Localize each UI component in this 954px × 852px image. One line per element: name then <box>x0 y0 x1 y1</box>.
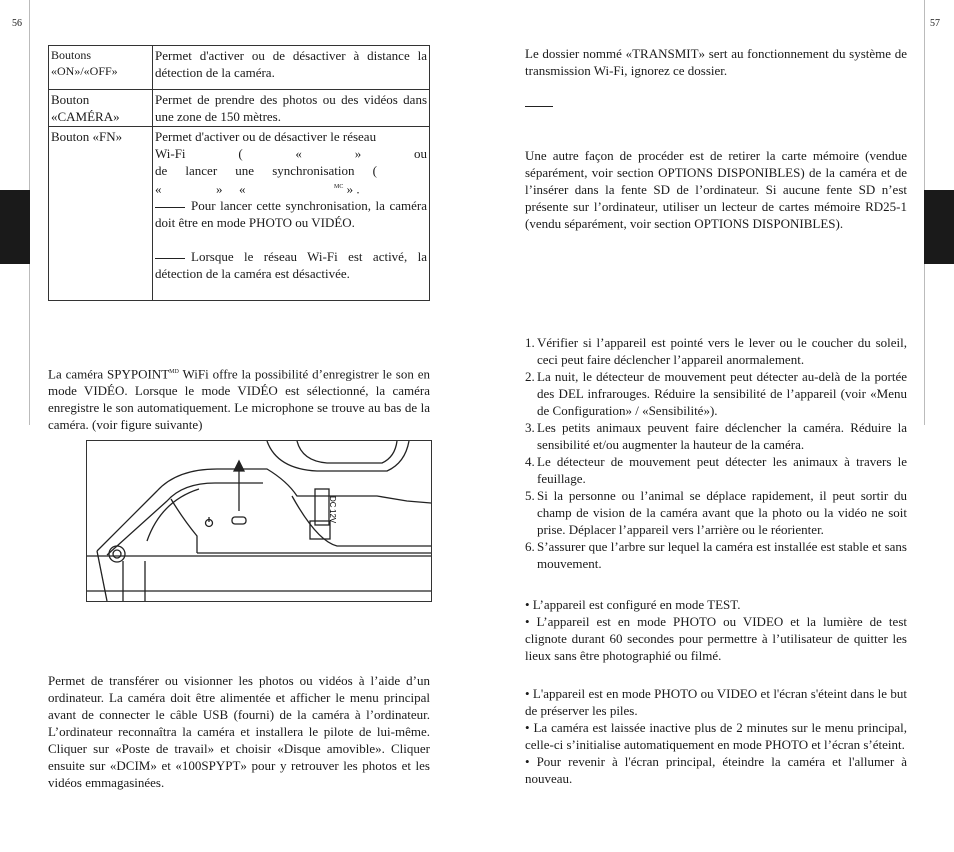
list-item: • Pour revenir à l'écran principal, éteindre la caméra et l'allumer à nouveau. <box>525 754 907 786</box>
audio-text-a: La caméra SPYPOINT <box>48 366 170 382</box>
table-cell-button: Bouton «FN» <box>49 127 153 301</box>
note-dash <box>155 207 185 208</box>
audio-text-b: WiFi offre la possibilité d’enregistrer le son en mode VIDÉO. Lorsque le mode VIDÉO est sélectionné, la caméra enregistre le son automatiquement. Le microphone se trouve au bas de la caméra. (voir figure suivante) <box>48 366 430 433</box>
list-text: S’assurer que l’arbre sur lequel la caméra est installée est stable et sans mouvement. <box>537 539 907 571</box>
fn-desc-word: » <box>216 181 223 197</box>
fn-desc-word: ( <box>238 146 243 161</box>
list-item: • L’appareil est en mode PHOTO ou VIDEO et la lumière de test clignote durant 60 secondes pour permettre à l’utilisateur de quitter les lieux sans être photographié ou filmé. <box>525 614 907 663</box>
buttons-table <box>48 45 430 301</box>
fn-desc-word: » <box>354 146 362 161</box>
list-number: 2. <box>525 369 535 384</box>
fn-desc-word: Wi-Fi <box>155 146 186 161</box>
list-item <box>525 368 907 419</box>
fn-desc-word: « <box>155 181 162 197</box>
right-side-tab <box>924 190 954 264</box>
list-item: • L’appareil est configuré en mode TEST. <box>525 597 741 612</box>
audio-paragraph <box>48 364 430 433</box>
fn-desc-line-1 <box>155 128 427 145</box>
left-side-tab <box>0 190 30 264</box>
table-row <box>49 127 430 301</box>
list-text: Vérifier si l’appareil est pointé vers le lever ou le coucher du soleil, ceci peut faire déclencher l’appareil anormalement. <box>537 335 907 367</box>
table-row <box>49 90 430 127</box>
list-text: Si la personne ou l’animal se déplace rapidement, il peut sortir du champ de vision de la caméra avant que la photo ou la vidéo ne soit prise. Déplacer l’appareil vers l’arrière ou le réorienter. <box>537 488 907 537</box>
table-cell-button: Boutons «ON»/«OFF» <box>49 46 153 90</box>
list-number: 6. <box>525 539 535 554</box>
fn-note-1-text: Pour lancer cette synchronisation, la caméra doit être en mode PHOTO ou VIDÉO. <box>155 198 427 231</box>
fn-note-2-text: Lorsque le réseau Wi-Fi est activé, la détection de la caméra est désactivée. <box>155 249 427 282</box>
screen-off-bullets <box>525 685 907 787</box>
list-item <box>525 538 907 572</box>
table-cell-desc: Permet de prendre des photos ou des vidéos dans une zone de 150 mètres. <box>153 90 430 127</box>
list-number: 4. <box>525 454 535 469</box>
fn-desc-word: ou <box>413 146 427 161</box>
transmit-paragraph: Le dossier nommé «TRANSMIT» sert au fonctionnement du système de transmission Wi-Fi, ignorez ce dossier. <box>525 46 907 78</box>
fn-desc-word: « <box>295 146 302 161</box>
fn-note-1 <box>155 197 427 231</box>
list-item <box>525 453 907 487</box>
issues-list <box>525 334 907 572</box>
table-cell-button: Bouton «CAMÉRA» <box>49 90 153 127</box>
table-row <box>49 46 430 90</box>
table-cell-desc: Permet d'activer ou de désactiver à distance la détection de la caméra. <box>153 46 430 90</box>
trademark-sup: MC <box>334 184 344 190</box>
camera-bottom-figure <box>86 440 432 602</box>
right-page-number: 57 <box>930 18 940 29</box>
fn-desc-word: synchronisation <box>272 163 355 178</box>
figure-label-volt: 12V <box>328 509 337 524</box>
fn-desc-word: une <box>235 163 255 178</box>
list-item: • La caméra est laissée inactive plus de 2 minutes sur le menu principal, celle-ci s’initialise automatiquement en mode PHOTO et l’écran s’éteint. <box>525 720 907 752</box>
list-item <box>525 419 907 453</box>
fn-desc-word: de <box>155 163 168 178</box>
list-text: Les petits animaux peuvent faire déclencher la caméra. Réduire la sensibilité et/ou augmenter la hauteur de la caméra. <box>537 420 907 452</box>
fn-desc-word: ( <box>372 163 377 178</box>
list-number: 1. <box>525 335 535 350</box>
left-page-number: 56 <box>12 18 22 29</box>
list-item <box>525 487 907 538</box>
note-dash <box>525 106 553 107</box>
fn-note-2 <box>155 248 427 282</box>
fn-desc-word: « <box>239 181 246 197</box>
fn-desc-word: lancer <box>185 163 218 178</box>
fn-desc-line-3 <box>155 162 427 179</box>
sd-card-paragraph: Une autre façon de procéder est de retirer la carte mémoire (vendue séparément, voir section OPTIONS DISPONIBLES) de la caméra et de l’insérer dans la fente SD de l’ordinateur. Si aucune fente SD n’est présente sur l’ordinateur, utiliser un lecteur de cartes mémoire RD25-1 (vendu séparément, voir section OPTIONS DISPONIBLES). <box>525 148 907 231</box>
note-dash <box>155 258 185 259</box>
list-text: La nuit, le détecteur de mouvement peut détecter au-delà de la portée des DEL infrarouges. Réduire la sensibilité de l’appareil (voir «Menu de Configuration» / «Sensibilité»). <box>537 369 907 418</box>
fn-desc-line-2 <box>155 145 427 162</box>
camera-drawing <box>87 441 431 601</box>
troubleshooting-list <box>525 334 907 572</box>
registered-sup: MD <box>169 369 179 375</box>
fn-desc-text: Permet d'activer ou de désactiver le réseau <box>155 129 377 144</box>
usb-paragraph: Permet de transférer ou visionner les photos ou vidéos à l’aide d’un ordinateur. La caméra doit être alimentée et afficher le menu principal avant de connecter le câble USB (fourni) de la caméra à l’ordinateur. L’ordinateur reconnaîtra la caméra et installera le pilote de lui-même. Cliquer sur «Poste de travail» et choisir «Disque amovible». Cliquer ensuite sur «DCIM» et «100SPYPT» pour y retrouver les photos et les vidéos emmagasinées. <box>48 673 430 790</box>
test-mode-bullets <box>525 596 907 664</box>
list-item <box>525 334 907 368</box>
list-number: 3. <box>525 420 535 435</box>
table-cell-desc <box>153 127 430 301</box>
list-text: Le détecteur de mouvement peut détecter les animaux à travers le feuillage. <box>537 454 907 486</box>
figure-label-dc: DC <box>328 496 337 508</box>
fn-desc-word: » . <box>346 181 360 197</box>
fn-desc-line-4 <box>155 179 427 197</box>
list-number: 5. <box>525 488 535 503</box>
list-item: • L'appareil est en mode PHOTO ou VIDEO et l'écran s'éteint dans le but de préserver les piles. <box>525 686 907 718</box>
